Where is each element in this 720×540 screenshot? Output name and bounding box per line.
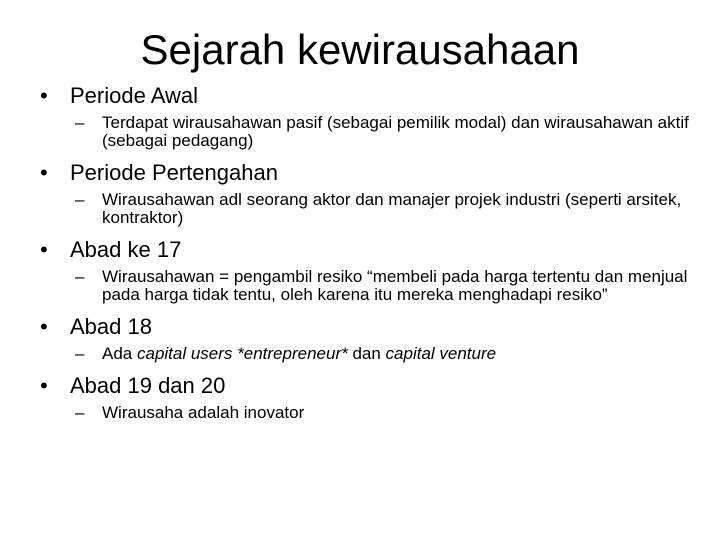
- bullet-item-abad-19-dan-20: [40, 373, 700, 399]
- sub-text-plain: dan: [347, 344, 386, 363]
- sub-bullet-dash: –: [75, 113, 85, 132]
- sub-bullet-item: [40, 268, 700, 304]
- sub-bullet-item: [40, 345, 700, 363]
- sub-bullet-text: [102, 344, 496, 363]
- bullet-dot: •: [40, 83, 48, 108]
- sub-bullet-dash: –: [75, 190, 85, 209]
- bullet-heading: Abad ke 17: [70, 237, 182, 262]
- bullet-heading: Abad 18: [70, 314, 152, 339]
- sub-bullet-item: [40, 114, 700, 150]
- sub-bullet-text: Terdapat wirausahawan pasif (sebagai pemilik modal) dan wirausahawan aktif (sebagai pedagang): [102, 113, 689, 150]
- bullet-dot: •: [40, 237, 48, 262]
- sub-bullet-text: Wirausahawan adl seorang aktor dan manajer projek industri (seperti arsitek, kontraktor): [102, 190, 682, 227]
- sub-text-italic: capital venture: [385, 344, 497, 363]
- bullet-dot: •: [40, 314, 48, 339]
- bullet-item-periode-awal: [40, 83, 700, 109]
- bullet-item-abad-18: [40, 314, 700, 340]
- bullet-heading: Periode Pertengahan: [70, 160, 278, 185]
- slide-title: Sejarah kewirausahaan: [140, 26, 580, 73]
- bullet-item-periode-pertengahan: [40, 160, 700, 186]
- sub-bullet-text: Wirausahawan = pengambil resiko “membeli pada harga tertentu dan menjual pada harga tidak tentu, oleh karena itu mereka menghadapi resiko”: [102, 267, 688, 304]
- sub-bullet-dash: –: [75, 403, 85, 422]
- sub-bullet-item: [40, 191, 700, 227]
- sub-bullet-item: [40, 404, 700, 422]
- sub-bullet-text: Wirausaha adalah inovator: [102, 403, 305, 422]
- bullet-heading: Periode Awal: [70, 83, 199, 108]
- sub-text-plain: Ada: [102, 344, 137, 363]
- sub-bullet-dash: –: [75, 267, 85, 286]
- sub-text-italic: capital users *entrepreneur*: [136, 344, 348, 363]
- bullet-dot: •: [40, 160, 48, 185]
- bullet-heading: Abad 19 dan 20: [70, 373, 226, 398]
- bullet-dot: •: [40, 373, 48, 398]
- bullet-item-abad-ke-17: [40, 237, 700, 263]
- sub-bullet-dash: –: [75, 344, 85, 363]
- bullet-list: [40, 83, 700, 422]
